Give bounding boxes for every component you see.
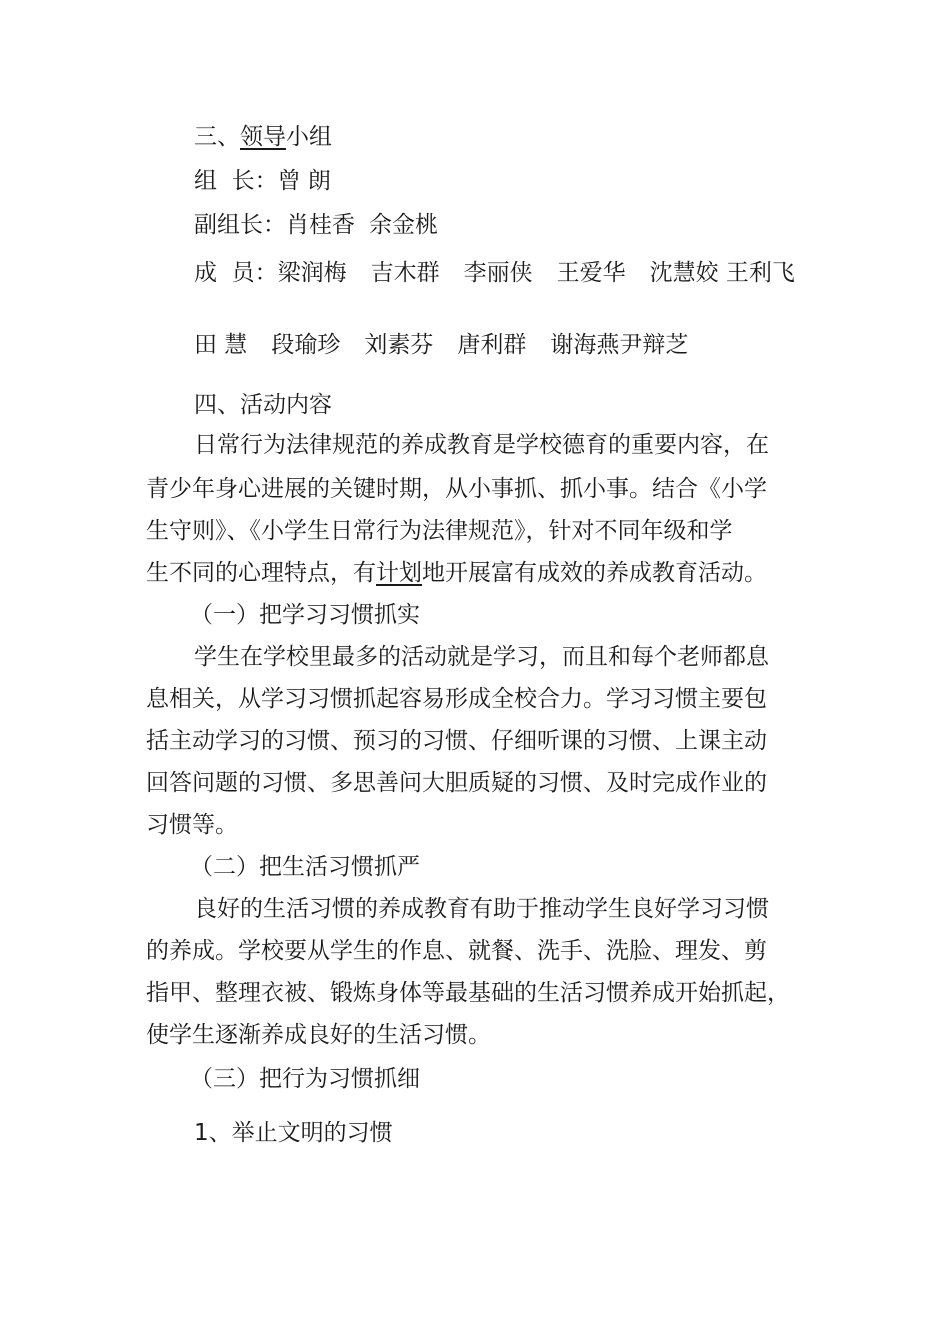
para3-line4: 使学生逐渐养成良好的生活习惯。	[146, 1022, 491, 1048]
para1-line3: 生守则》、《小学生日常行为法律规范》，针对不同年级和学	[146, 518, 733, 544]
list-item-1: 1、举止文明的习惯	[194, 1120, 393, 1146]
section-heading-3: 三、领导小组	[194, 124, 332, 150]
leader-line: 组 长：曾 朗	[194, 168, 331, 194]
members-line-1: 成 员：梁润梅 吉木群 李丽侠 王爱华 沈慧姣 王利飞	[194, 260, 795, 286]
para2-line2: 息相关，从学习习惯抓起容易形成全校合力。学习习惯主要包	[146, 686, 767, 712]
para3-line3: 指甲、整理衣被、锻炼身体等最基础的生活习惯养成开始抓起，	[146, 980, 790, 1006]
subheading-1: （一）把学习习惯抓实	[190, 602, 420, 628]
para1-line1: 日常行为法律规范的养成教育是学校德育的重要内容，在	[194, 432, 769, 458]
para2-line3: 括主动学习的习惯、预习的习惯、仔细听课的习惯、上课主动	[146, 728, 767, 754]
members-line-2: 田 慧 段瑜珍 刘素芬 唐利群 谢海燕尹辩芝	[194, 332, 689, 358]
underlined-word: 计划	[376, 560, 422, 586]
underlined-word: 领导	[240, 124, 286, 150]
subheading-3: （三）把行为习惯抓细	[190, 1066, 420, 1092]
deputy-line: 副组长：肖桂香 余金桃	[194, 212, 438, 238]
subheading-2: （二）把生活习惯抓严	[190, 854, 420, 880]
para2-line4: 回答问题的习惯、多思善问大胆质疑的习惯、及时完成作业的	[146, 770, 767, 796]
para1-line4: 生不同的心理特点，有计划地开展富有成效的养成教育活动。	[146, 560, 767, 586]
para2-line5: 习惯等。	[146, 812, 238, 838]
para1-line2: 青少年身心进展的关键时期，从小事抓、抓小事。结合《小学	[146, 476, 767, 502]
para3-line1: 良好的生活习惯的养成教育有助于推动学生良好学习习惯	[194, 896, 769, 922]
section-heading-4: 四、活动内容	[194, 392, 332, 418]
para3-line2: 的养成。学校要从学生的作息、就餐、洗手、洗脸、理发、剪	[146, 938, 767, 964]
para2-line1: 学生在学校里最多的活动就是学习，而且和每个老师都息	[194, 644, 769, 670]
